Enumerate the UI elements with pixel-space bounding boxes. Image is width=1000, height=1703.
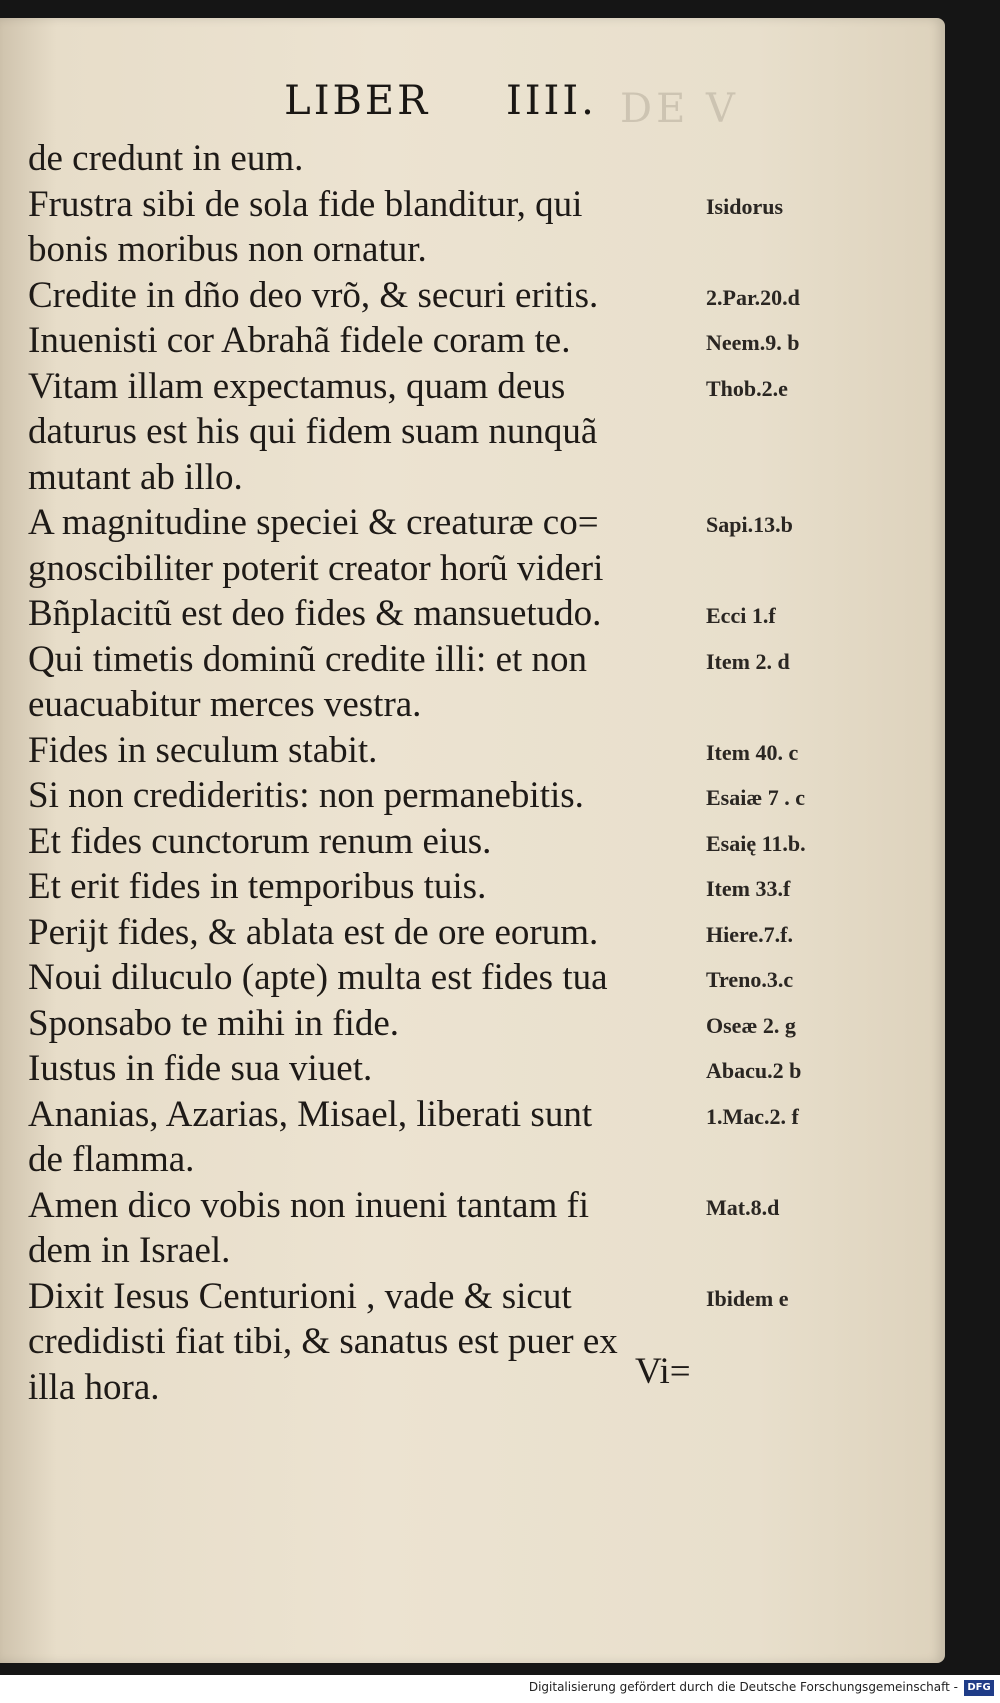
dfg-logo-icon: DFG bbox=[964, 1680, 994, 1696]
text-line bbox=[28, 409, 938, 455]
text-line bbox=[28, 455, 938, 501]
line-text: illa hora. bbox=[28, 1366, 160, 1408]
text-line bbox=[28, 318, 938, 364]
line-text: Vitam illam expectamus, quam deus bbox=[28, 365, 566, 407]
text-line bbox=[28, 955, 938, 1001]
line-text: Frustra sibi de sola fide blanditur, qui bbox=[28, 183, 583, 225]
margin-note: Item 33.f bbox=[706, 876, 791, 901]
line-text: Amen dico vobis non inueni tantam fi bbox=[28, 1184, 590, 1226]
line-text: mutant ab illo. bbox=[28, 456, 243, 498]
margin-note: Hiere.7.f. bbox=[706, 921, 793, 947]
line-text: credidisti fiat tibi, & sanatus est puer ex bbox=[28, 1321, 618, 1362]
margin-note: Item 2. d bbox=[706, 648, 790, 674]
margin-note: Sapi.13.b bbox=[706, 512, 793, 537]
text-line bbox=[28, 1228, 938, 1274]
text-line bbox=[28, 1274, 938, 1320]
line-text: de credunt in eum. bbox=[28, 138, 304, 179]
text-line bbox=[28, 1001, 938, 1047]
text-line bbox=[28, 1137, 938, 1183]
line-text: euacuabitur merces vestra. bbox=[28, 684, 422, 725]
text-line bbox=[28, 1183, 938, 1229]
line-text: bonis moribus non ornatur. bbox=[28, 229, 427, 270]
header-number: IIII. bbox=[505, 78, 597, 124]
line-text: Fides in seculum stabit. bbox=[28, 729, 378, 771]
line-text: Iustus in fide sua viuet. bbox=[28, 1048, 373, 1089]
text-line bbox=[28, 591, 938, 637]
text-line bbox=[28, 546, 938, 592]
text-line bbox=[28, 500, 938, 546]
line-text: Perijt fides, & ablata est de ore eorum. bbox=[28, 911, 599, 953]
funding-credit: Digitalisierung gefördert durch die Deutsche Forschungsgemeinschaft - bbox=[528, 1680, 958, 1694]
margin-note: Isidorus bbox=[706, 193, 784, 219]
text-line bbox=[28, 136, 938, 182]
header-title: LIBER bbox=[284, 78, 431, 124]
line-text: Noui diluculo (apte) multa est fides tua bbox=[28, 957, 608, 998]
line-text: gnoscibiliter poterit creator horũ videri bbox=[28, 547, 604, 589]
line-text: Sponsabo te mihi in fide. bbox=[28, 1002, 399, 1044]
text-line bbox=[28, 1319, 938, 1365]
text-line bbox=[28, 227, 938, 273]
book-page bbox=[0, 18, 945, 1663]
text-line bbox=[28, 1365, 938, 1411]
margin-note: Oseæ 2. g bbox=[706, 1012, 796, 1038]
line-text: Bñplacitũ est deo fides & mansuetudo. bbox=[28, 593, 602, 634]
text-line bbox=[28, 728, 938, 774]
text-line bbox=[28, 864, 938, 910]
margin-note: Esaię 11.b. bbox=[706, 830, 806, 856]
show-through-text: DE V bbox=[620, 86, 739, 132]
margin-note: Abacu.2 b bbox=[706, 1058, 802, 1083]
line-text: Ananias, Azarias, Misael, liberati sunt bbox=[28, 1093, 593, 1135]
line-text: Credite in dño deo vrõ, & securi eritis. bbox=[28, 274, 599, 316]
margin-note: 1.Mac.2. f bbox=[706, 1103, 799, 1129]
line-text: daturus est his qui fidem suam nunquã bbox=[28, 411, 598, 452]
margin-note: Thob.2.e bbox=[706, 375, 788, 401]
text-line bbox=[28, 637, 938, 683]
digitization-footer bbox=[0, 1675, 1000, 1703]
catchword: Vi= bbox=[635, 1351, 691, 1392]
line-text: Dixit Iesus Centurioni , vade & sicut bbox=[28, 1275, 572, 1317]
text-line bbox=[28, 773, 938, 819]
margin-note: 2.Par.20.d bbox=[706, 284, 800, 310]
text-line bbox=[28, 1046, 938, 1092]
line-text: Qui timetis dominũ credite illi: et non bbox=[28, 638, 588, 680]
line-text: de flamma. bbox=[28, 1139, 195, 1180]
margin-note: Ibidem e bbox=[706, 1285, 789, 1311]
margin-note: Item 40. c bbox=[706, 739, 799, 765]
text-line bbox=[28, 819, 938, 865]
line-text: Inuenisti cor Abrahã fidele coram te. bbox=[28, 320, 571, 361]
margin-note: Neem.9. b bbox=[706, 330, 800, 355]
line-text: Si non credideritis: non permanebitis. bbox=[28, 775, 584, 816]
text-line bbox=[28, 364, 938, 410]
margin-note: Ecci 1.f bbox=[706, 603, 776, 628]
line-text: Et erit fides in temporibus tuis. bbox=[28, 866, 487, 907]
text-block bbox=[28, 136, 938, 1410]
line-text: A magnitudine speciei & creaturæ co= bbox=[28, 502, 599, 543]
margin-note: Treno.3.c bbox=[706, 967, 794, 992]
text-line bbox=[28, 273, 938, 319]
margin-note: Mat.8.d bbox=[706, 1194, 780, 1220]
text-line bbox=[28, 910, 938, 956]
running-header bbox=[0, 78, 913, 124]
text-line bbox=[28, 182, 938, 228]
line-text: dem in Israel. bbox=[28, 1230, 231, 1271]
text-line bbox=[28, 1092, 938, 1138]
line-text: Et fides cunctorum renum eius. bbox=[28, 820, 492, 862]
margin-note: Esaiæ 7 . c bbox=[706, 785, 805, 810]
text-line bbox=[28, 682, 938, 728]
